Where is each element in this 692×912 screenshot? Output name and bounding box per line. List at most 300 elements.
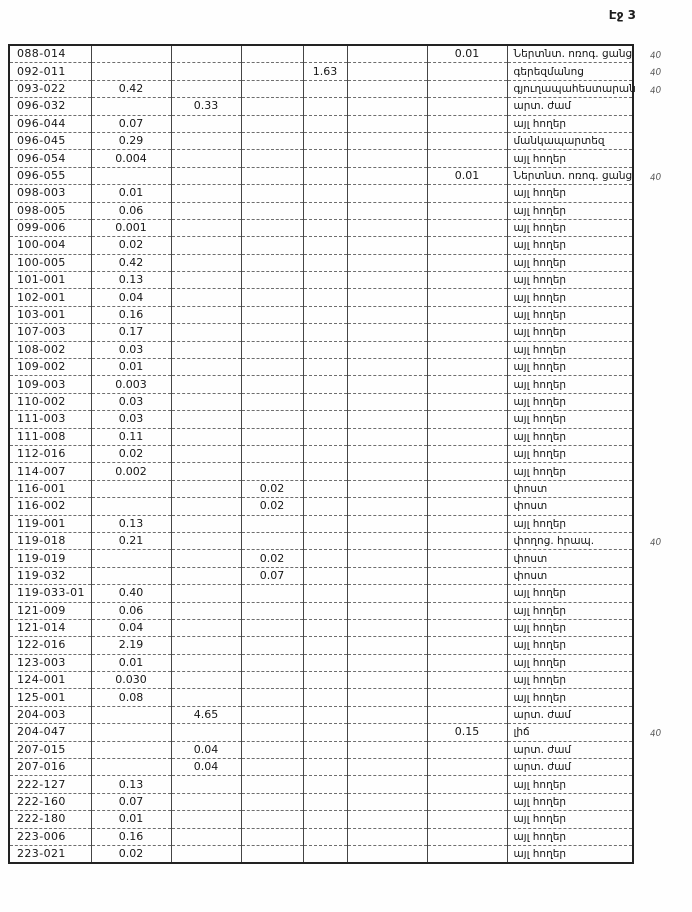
value-cell-3 bbox=[241, 341, 303, 358]
value-cell-5 bbox=[347, 637, 427, 654]
value-cell-4 bbox=[303, 272, 347, 289]
table-row bbox=[9, 341, 633, 358]
value-cell-1: 0.02 bbox=[91, 845, 171, 863]
value-cell-2 bbox=[171, 532, 241, 549]
value-cell-1: 0.06 bbox=[91, 202, 171, 219]
value-cell-6 bbox=[427, 202, 507, 219]
value-cell-2 bbox=[171, 480, 241, 497]
value-cell-4 bbox=[303, 741, 347, 758]
value-cell-6 bbox=[427, 306, 507, 323]
handwritten-margin-mark: 40 bbox=[649, 728, 662, 740]
parcel-code-cell: 119-033-01 bbox=[9, 585, 91, 602]
value-cell-4 bbox=[303, 724, 347, 741]
value-cell-6 bbox=[427, 776, 507, 793]
value-cell-4 bbox=[303, 376, 347, 393]
value-cell-4 bbox=[303, 654, 347, 671]
value-cell-5 bbox=[347, 515, 427, 532]
table-row bbox=[9, 306, 633, 323]
value-cell-6 bbox=[427, 689, 507, 706]
value-cell-2 bbox=[171, 167, 241, 184]
value-cell-3 bbox=[241, 272, 303, 289]
value-cell-1 bbox=[91, 759, 171, 776]
value-cell-1: 0.01 bbox=[91, 185, 171, 202]
value-cell-3 bbox=[241, 63, 303, 80]
value-cell-1: 0.01 bbox=[91, 811, 171, 828]
table-row bbox=[9, 63, 633, 80]
value-cell-4 bbox=[303, 550, 347, 567]
land-type-cell: գյուղապահեստարան 40 bbox=[507, 80, 633, 97]
value-cell-4 bbox=[303, 306, 347, 323]
value-cell-6 bbox=[427, 845, 507, 863]
land-type-cell: այլ հողեր bbox=[507, 445, 633, 462]
table-row bbox=[9, 550, 633, 567]
value-cell-2 bbox=[171, 341, 241, 358]
table-row bbox=[9, 811, 633, 828]
value-cell-4 bbox=[303, 759, 347, 776]
value-cell-2 bbox=[171, 376, 241, 393]
land-type-cell: այլ հողեր bbox=[507, 654, 633, 671]
parcel-code-cell: 103-001 bbox=[9, 306, 91, 323]
value-cell-4 bbox=[303, 567, 347, 584]
table-row bbox=[9, 393, 633, 410]
table-row bbox=[9, 411, 633, 428]
value-cell-3 bbox=[241, 115, 303, 132]
land-type-cell: այլ հողեր bbox=[507, 672, 633, 689]
value-cell-4 bbox=[303, 706, 347, 723]
value-cell-5 bbox=[347, 602, 427, 619]
value-cell-1: 0.030 bbox=[91, 672, 171, 689]
table-row bbox=[9, 115, 633, 132]
value-cell-3 bbox=[241, 776, 303, 793]
value-cell-1: 0.02 bbox=[91, 237, 171, 254]
value-cell-3 bbox=[241, 202, 303, 219]
table-row bbox=[9, 45, 633, 63]
value-cell-6 bbox=[427, 654, 507, 671]
table-row bbox=[9, 219, 633, 236]
value-cell-3 bbox=[241, 237, 303, 254]
value-cell-4 bbox=[303, 324, 347, 341]
land-type-cell: այլ հողեր bbox=[507, 324, 633, 341]
value-cell-2 bbox=[171, 811, 241, 828]
table-row bbox=[9, 254, 633, 271]
value-cell-5 bbox=[347, 724, 427, 741]
value-cell-2 bbox=[171, 254, 241, 271]
land-type-cell: այլ հողեր bbox=[507, 202, 633, 219]
value-cell-1: 0.42 bbox=[91, 80, 171, 97]
land-type-cell: այլ հողեր bbox=[507, 393, 633, 410]
value-cell-3 bbox=[241, 254, 303, 271]
parcel-code-cell: 088-014 bbox=[9, 45, 91, 63]
parcel-code-cell: 122-016 bbox=[9, 637, 91, 654]
table-row bbox=[9, 793, 633, 810]
value-cell-1 bbox=[91, 567, 171, 584]
value-cell-5 bbox=[347, 98, 427, 115]
value-cell-6 bbox=[427, 672, 507, 689]
value-cell-4 bbox=[303, 132, 347, 149]
table-row bbox=[9, 706, 633, 723]
parcel-code-cell: 119-019 bbox=[9, 550, 91, 567]
parcel-code-cell: 204-047 bbox=[9, 724, 91, 741]
land-type-cell: այլ հողեր bbox=[507, 341, 633, 358]
value-cell-6 bbox=[427, 637, 507, 654]
value-cell-4 bbox=[303, 237, 347, 254]
value-cell-3: 0.07 bbox=[241, 567, 303, 584]
value-cell-5 bbox=[347, 828, 427, 845]
land-type-cell: այլ հողեր bbox=[507, 376, 633, 393]
land-type-cell: գերեզմանոց 40 bbox=[507, 63, 633, 80]
value-cell-1: 0.29 bbox=[91, 132, 171, 149]
value-cell-1: 0.13 bbox=[91, 515, 171, 532]
parcel-code-cell: 222-127 bbox=[9, 776, 91, 793]
value-cell-1 bbox=[91, 98, 171, 115]
value-cell-1: 0.01 bbox=[91, 359, 171, 376]
table-row bbox=[9, 689, 633, 706]
land-type-cell: արտ. ժամ bbox=[507, 706, 633, 723]
value-cell-1: 0.07 bbox=[91, 115, 171, 132]
value-cell-3 bbox=[241, 150, 303, 167]
value-cell-5 bbox=[347, 619, 427, 636]
value-cell-2 bbox=[171, 359, 241, 376]
value-cell-6 bbox=[427, 254, 507, 271]
parcel-code-cell: 093-022 bbox=[9, 80, 91, 97]
parcel-code-cell: 121-014 bbox=[9, 619, 91, 636]
parcel-code-cell: 096-054 bbox=[9, 150, 91, 167]
value-cell-1: 0.16 bbox=[91, 828, 171, 845]
land-type-cell: այլ հողեր bbox=[507, 828, 633, 845]
land-type-cell: այլ հողեր bbox=[507, 619, 633, 636]
value-cell-1 bbox=[91, 480, 171, 497]
value-cell-6 bbox=[427, 619, 507, 636]
value-cell-1: 0.004 bbox=[91, 150, 171, 167]
value-cell-3 bbox=[241, 167, 303, 184]
value-cell-4 bbox=[303, 515, 347, 532]
value-cell-4 bbox=[303, 150, 347, 167]
value-cell-2 bbox=[171, 115, 241, 132]
table-row bbox=[9, 428, 633, 445]
parcel-code-cell: 107-003 bbox=[9, 324, 91, 341]
value-cell-6 bbox=[427, 445, 507, 462]
parcel-code-cell: 119-032 bbox=[9, 567, 91, 584]
land-parcel-table bbox=[8, 44, 662, 864]
value-cell-3 bbox=[241, 724, 303, 741]
value-cell-2 bbox=[171, 237, 241, 254]
value-cell-2: 4.65 bbox=[171, 706, 241, 723]
table-row bbox=[9, 167, 633, 184]
value-cell-6 bbox=[427, 393, 507, 410]
value-cell-6 bbox=[427, 341, 507, 358]
land-type-cell: այլ հողեր bbox=[507, 411, 633, 428]
value-cell-4 bbox=[303, 411, 347, 428]
value-cell-4 bbox=[303, 811, 347, 828]
value-cell-1: 0.07 bbox=[91, 793, 171, 810]
value-cell-5 bbox=[347, 80, 427, 97]
table-row bbox=[9, 272, 633, 289]
value-cell-3: 0.02 bbox=[241, 498, 303, 515]
parcel-code-cell: 114-007 bbox=[9, 463, 91, 480]
parcel-code-cell: 102-001 bbox=[9, 289, 91, 306]
table-row bbox=[9, 724, 633, 741]
value-cell-2 bbox=[171, 619, 241, 636]
value-cell-5 bbox=[347, 393, 427, 410]
value-cell-3 bbox=[241, 706, 303, 723]
value-cell-6 bbox=[427, 237, 507, 254]
value-cell-4 bbox=[303, 45, 347, 63]
table-row bbox=[9, 463, 633, 480]
value-cell-5 bbox=[347, 811, 427, 828]
value-cell-1: 0.16 bbox=[91, 306, 171, 323]
value-cell-1: 0.11 bbox=[91, 428, 171, 445]
table-row bbox=[9, 324, 633, 341]
value-cell-2 bbox=[171, 219, 241, 236]
handwritten-margin-mark: 40 bbox=[649, 85, 662, 97]
value-cell-5 bbox=[347, 793, 427, 810]
parcel-code-cell: 116-001 bbox=[9, 480, 91, 497]
value-cell-5 bbox=[347, 776, 427, 793]
parcel-code-cell: 108-002 bbox=[9, 341, 91, 358]
value-cell-4 bbox=[303, 845, 347, 863]
value-cell-3 bbox=[241, 445, 303, 462]
table-body bbox=[9, 45, 662, 863]
value-cell-6 bbox=[427, 132, 507, 149]
value-cell-6 bbox=[427, 759, 507, 776]
value-cell-1: 0.001 bbox=[91, 219, 171, 236]
value-cell-5 bbox=[347, 202, 427, 219]
parcel-code-cell: 123-003 bbox=[9, 654, 91, 671]
land-type-cell: փոստ bbox=[507, 567, 633, 584]
parcel-code-cell: 223-006 bbox=[9, 828, 91, 845]
value-cell-4 bbox=[303, 393, 347, 410]
value-cell-6 bbox=[427, 428, 507, 445]
value-cell-5 bbox=[347, 428, 427, 445]
value-cell-1: 0.42 bbox=[91, 254, 171, 271]
table-row bbox=[9, 80, 633, 97]
value-cell-3 bbox=[241, 411, 303, 428]
parcel-code-cell: 119-001 bbox=[9, 515, 91, 532]
value-cell-3: 0.02 bbox=[241, 550, 303, 567]
land-type-cell: այլ հողեր bbox=[507, 254, 633, 271]
value-cell-6 bbox=[427, 828, 507, 845]
table-row bbox=[9, 376, 633, 393]
value-cell-1 bbox=[91, 45, 171, 63]
value-cell-3 bbox=[241, 532, 303, 549]
value-cell-2 bbox=[171, 289, 241, 306]
value-cell-6 bbox=[427, 498, 507, 515]
value-cell-4 bbox=[303, 359, 347, 376]
value-cell-3 bbox=[241, 741, 303, 758]
value-cell-4 bbox=[303, 98, 347, 115]
table-row bbox=[9, 619, 633, 636]
parcel-code-cell: 222-180 bbox=[9, 811, 91, 828]
value-cell-5 bbox=[347, 219, 427, 236]
value-cell-6 bbox=[427, 185, 507, 202]
value-cell-5 bbox=[347, 341, 427, 358]
value-cell-3 bbox=[241, 306, 303, 323]
parcel-code-cell: 121-009 bbox=[9, 602, 91, 619]
land-type-cell: այլ հողեր bbox=[507, 463, 633, 480]
value-cell-1: 0.01 bbox=[91, 654, 171, 671]
land-type-cell: Ներտնտ. ոռոգ. ցանց 40 bbox=[507, 167, 633, 184]
value-cell-5 bbox=[347, 272, 427, 289]
value-cell-3 bbox=[241, 619, 303, 636]
parcel-code-cell: 119-018 bbox=[9, 532, 91, 549]
value-cell-1: 0.06 bbox=[91, 602, 171, 619]
table-row bbox=[9, 150, 633, 167]
value-cell-5 bbox=[347, 741, 427, 758]
land-type-cell: այլ հողեր bbox=[507, 237, 633, 254]
value-cell-2: 0.04 bbox=[171, 759, 241, 776]
land-type-cell: լիճ 40 bbox=[507, 724, 633, 741]
value-cell-3 bbox=[241, 463, 303, 480]
value-cell-4 bbox=[303, 689, 347, 706]
value-cell-2 bbox=[171, 585, 241, 602]
parcel-code-cell: 110-002 bbox=[9, 393, 91, 410]
value-cell-6 bbox=[427, 411, 507, 428]
value-cell-5 bbox=[347, 115, 427, 132]
value-cell-4 bbox=[303, 463, 347, 480]
parcel-code-cell: 092-011 bbox=[9, 63, 91, 80]
value-cell-5 bbox=[347, 324, 427, 341]
parcel-code-cell: 111-008 bbox=[9, 428, 91, 445]
value-cell-1: 0.03 bbox=[91, 411, 171, 428]
value-cell-4 bbox=[303, 480, 347, 497]
value-cell-6 bbox=[427, 98, 507, 115]
value-cell-2 bbox=[171, 428, 241, 445]
value-cell-4 bbox=[303, 202, 347, 219]
value-cell-6 bbox=[427, 706, 507, 723]
land-type-cell: այլ հողեր bbox=[507, 689, 633, 706]
value-cell-5 bbox=[347, 759, 427, 776]
parcel-code-cell: 098-005 bbox=[9, 202, 91, 219]
value-cell-1 bbox=[91, 63, 171, 80]
value-cell-3 bbox=[241, 80, 303, 97]
parcel-code-cell: 124-001 bbox=[9, 672, 91, 689]
value-cell-2 bbox=[171, 185, 241, 202]
value-cell-2 bbox=[171, 515, 241, 532]
land-type-cell: այլ հողեր bbox=[507, 289, 633, 306]
value-cell-2 bbox=[171, 845, 241, 863]
land-type-cell: այլ հողեր bbox=[507, 150, 633, 167]
land-type-cell: փոստ bbox=[507, 498, 633, 515]
value-cell-3 bbox=[241, 689, 303, 706]
value-cell-5 bbox=[347, 550, 427, 567]
value-cell-4 bbox=[303, 185, 347, 202]
table-row bbox=[9, 637, 633, 654]
value-cell-6 bbox=[427, 359, 507, 376]
value-cell-4 bbox=[303, 602, 347, 619]
table-row bbox=[9, 602, 633, 619]
value-cell-5 bbox=[347, 689, 427, 706]
value-cell-3: 0.02 bbox=[241, 480, 303, 497]
value-cell-2 bbox=[171, 672, 241, 689]
table-row bbox=[9, 654, 633, 671]
value-cell-2 bbox=[171, 463, 241, 480]
value-cell-1 bbox=[91, 498, 171, 515]
value-cell-6 bbox=[427, 480, 507, 497]
page-number-label: Էջ 3 bbox=[608, 8, 636, 22]
value-cell-5 bbox=[347, 167, 427, 184]
value-cell-6 bbox=[427, 567, 507, 584]
parcel-code-cell: 098-003 bbox=[9, 185, 91, 202]
parcel-code-cell: 111-003 bbox=[9, 411, 91, 428]
value-cell-2 bbox=[171, 45, 241, 63]
value-cell-5 bbox=[347, 567, 427, 584]
value-cell-5 bbox=[347, 463, 427, 480]
value-cell-5 bbox=[347, 132, 427, 149]
value-cell-1 bbox=[91, 706, 171, 723]
parcel-code-cell: 207-016 bbox=[9, 759, 91, 776]
value-cell-5 bbox=[347, 672, 427, 689]
table-row bbox=[9, 289, 633, 306]
land-type-cell: փողոց. հրապ. 40 bbox=[507, 532, 633, 549]
table-row bbox=[9, 480, 633, 497]
value-cell-2 bbox=[171, 567, 241, 584]
value-cell-4 bbox=[303, 254, 347, 271]
land-type-cell: այլ հողեր bbox=[507, 845, 633, 863]
parcel-code-cell: 116-002 bbox=[9, 498, 91, 515]
value-cell-5 bbox=[347, 63, 427, 80]
value-cell-5 bbox=[347, 585, 427, 602]
handwritten-margin-mark: 40 bbox=[649, 67, 662, 79]
parcel-code-cell: 204-003 bbox=[9, 706, 91, 723]
value-cell-1: 0.13 bbox=[91, 776, 171, 793]
value-cell-6 bbox=[427, 585, 507, 602]
value-cell-6 bbox=[427, 515, 507, 532]
value-cell-4 bbox=[303, 80, 347, 97]
parcel-code-cell: 100-005 bbox=[9, 254, 91, 271]
value-cell-5 bbox=[347, 254, 427, 271]
value-cell-4 bbox=[303, 428, 347, 445]
land-type-cell: այլ հողեր bbox=[507, 637, 633, 654]
value-cell-1: 0.04 bbox=[91, 619, 171, 636]
value-cell-2 bbox=[171, 150, 241, 167]
value-cell-3 bbox=[241, 759, 303, 776]
value-cell-3 bbox=[241, 811, 303, 828]
table-row bbox=[9, 567, 633, 584]
value-cell-4 bbox=[303, 619, 347, 636]
value-cell-2 bbox=[171, 63, 241, 80]
value-cell-4 bbox=[303, 637, 347, 654]
value-cell-6 bbox=[427, 63, 507, 80]
value-cell-1 bbox=[91, 167, 171, 184]
value-cell-6 bbox=[427, 376, 507, 393]
parcel-code-cell: 222-160 bbox=[9, 793, 91, 810]
parcel-code-cell: 099-006 bbox=[9, 219, 91, 236]
parcel-code-cell: 096-045 bbox=[9, 132, 91, 149]
table-row bbox=[9, 359, 633, 376]
value-cell-6 bbox=[427, 811, 507, 828]
value-cell-1: 0.003 bbox=[91, 376, 171, 393]
value-cell-5 bbox=[347, 498, 427, 515]
value-cell-2 bbox=[171, 602, 241, 619]
parcel-code-cell: 100-004 bbox=[9, 237, 91, 254]
value-cell-2: 0.04 bbox=[171, 741, 241, 758]
land-type-cell: այլ հողեր bbox=[507, 306, 633, 323]
value-cell-3 bbox=[241, 359, 303, 376]
value-cell-1: 0.17 bbox=[91, 324, 171, 341]
value-cell-2 bbox=[171, 828, 241, 845]
parcel-code-cell: 109-003 bbox=[9, 376, 91, 393]
value-cell-3 bbox=[241, 672, 303, 689]
value-cell-5 bbox=[347, 480, 427, 497]
value-cell-3 bbox=[241, 98, 303, 115]
value-cell-4 bbox=[303, 776, 347, 793]
land-type-cell: փոստ bbox=[507, 480, 633, 497]
parcel-code-cell: 109-002 bbox=[9, 359, 91, 376]
parcel-code-cell: 096-032 bbox=[9, 98, 91, 115]
value-cell-1: 0.03 bbox=[91, 341, 171, 358]
value-cell-5 bbox=[347, 654, 427, 671]
value-cell-1 bbox=[91, 741, 171, 758]
